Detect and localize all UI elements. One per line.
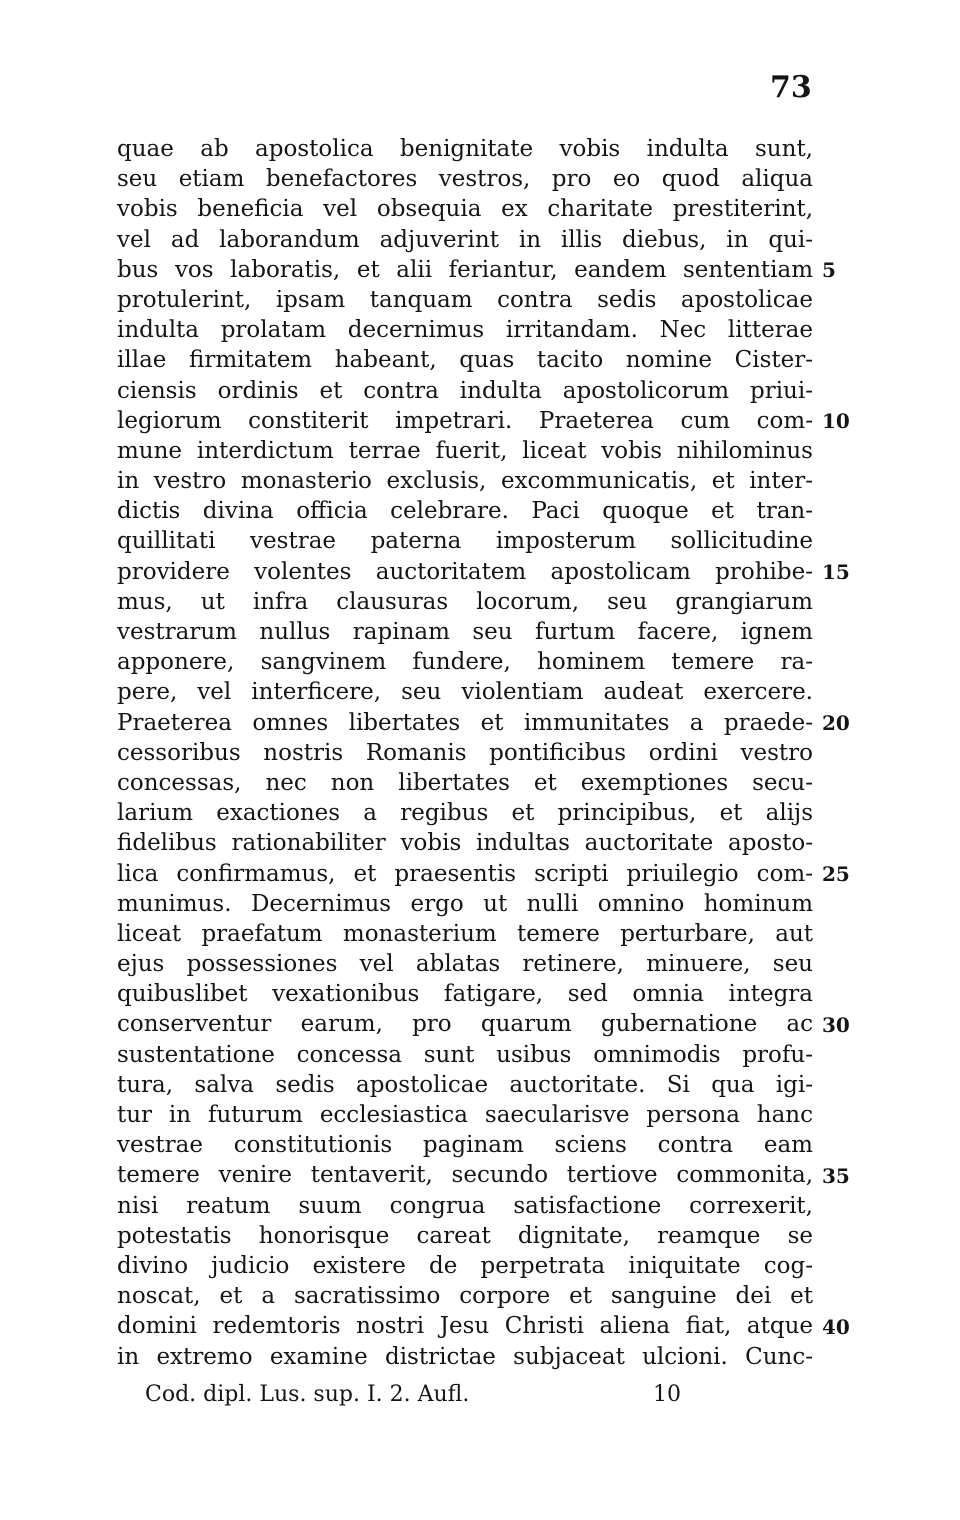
text-line: quibuslibet vexationibus fatigare, sed omnia integra [117, 981, 813, 1008]
page-number: 73 [770, 70, 812, 105]
text-line: domini redemtoris nostri Jesu Christi aliena fiat, atque [117, 1313, 813, 1340]
main-text [117, 134, 813, 1372]
text-line: liceat praefatum monasterium temere perturbare, aut [117, 920, 813, 947]
margin-line-number: 15 [822, 559, 850, 584]
text-line: illae firmitatem habeant, quas tacito nomine Cister- [117, 347, 813, 374]
text-line: nisi reatum suum congrua satisfactione correxerit, [117, 1192, 813, 1219]
text-line: dictis divina officia celebrare. Paci quoque et tran- [117, 498, 813, 525]
text-line: temere venire tentaverit, secundo tertiove commonita, [117, 1162, 813, 1189]
text-line: ciensis ordinis et contra indulta apostolicorum priui- [117, 377, 813, 404]
margin-line-number: 30 [822, 1012, 850, 1037]
text-line: vel ad laborandum adjuverint in illis diebus, in qui- [117, 226, 813, 253]
text-line: quae ab apostolica benignitate vobis indulta sunt, [117, 136, 813, 162]
margin-line-number: 35 [822, 1163, 850, 1188]
text-line: mus, ut infra clausuras locorum, seu grangiarum [117, 588, 813, 615]
text-line: pere, vel interficere, seu violentiam audeat exercere. [117, 679, 813, 706]
text-line: larium exactiones a regibus et principibus, et alijs [117, 800, 813, 827]
text-line: vobis beneficia vel obsequia ex charitate prestiterint, [117, 196, 813, 223]
text-line: tura, salva sedis apostolicae auctoritate. Si qua igi- [117, 1071, 813, 1098]
text-line: divino judicio existere de perpetrata iniquitate cog- [117, 1252, 813, 1279]
text-line: noscat, et a sacratissimo corpore et sanguine dei et [117, 1283, 813, 1310]
text-line: bus vos laboratis, et alii feriantur, eandem sententiam [117, 256, 813, 283]
text-line: Praeterea omnes libertates et immunitates a praede- [117, 709, 813, 736]
text-line: sustentatione concessa sunt usibus omnimodis profu- [117, 1041, 813, 1068]
footer [145, 1382, 705, 1412]
margin-line-number: 20 [822, 710, 850, 735]
footer-sheet-number: 10 [653, 1382, 681, 1407]
text-line: mune interdictum terrae fuerit, liceat vobis nihilominus [117, 437, 813, 464]
text-line: vestrae constitutionis paginam sciens contra eam [117, 1132, 813, 1159]
text-line: conserventur earum, pro quarum gubernatione ac [117, 1011, 813, 1038]
footer-signature: Cod. dipl. Lus. sup. I. 2. Aufl. [145, 1382, 470, 1407]
margin-line-number: 40 [822, 1314, 850, 1339]
text-line: in vestro monasterio exclusis, excommunicatis, et inter- [117, 468, 813, 495]
text-line: munimus. Decernimus ergo ut nulli omnino hominum [117, 890, 813, 917]
margin-line-number: 10 [822, 408, 850, 433]
text-line: legiorum constiterit impetrari. Praeterea cum com- [117, 407, 813, 434]
text-line: seu etiam benefactores vestros, pro eo quod aliqua [117, 166, 813, 193]
text-line: indulta prolatam decernimus irritandam. Nec litterae [117, 317, 813, 344]
margin-line-number: 25 [822, 861, 850, 886]
text-line: lica confirmamus, et praesentis scripti priuilegio com- [117, 860, 813, 887]
text-line: cessoribus nostris Romanis pontificibus ordini vestro [117, 739, 813, 766]
text-line: ejus possessiones vel ablatas retinere, minuere, seu [117, 951, 813, 978]
text-line: concessas, nec non libertates et exemptiones secu- [117, 769, 813, 796]
text-line: tur in futurum ecclesiastica saecularisve persona hanc [117, 1102, 813, 1128]
text-line: fidelibus rationabiliter vobis indultas auctoritate aposto- [117, 830, 813, 857]
text-line: protulerint, ipsam tanquam contra sedis apostolicae [117, 286, 813, 313]
text-line: quillitati vestrae paterna imposterum sollicitudine [117, 528, 813, 555]
text-line: in extremo examine districtae subjaceat ulcioni. Cunc- [117, 1343, 813, 1370]
text-line: apponere, sangvinem fundere, hominem temere ra- [117, 649, 813, 676]
text-line: vestrarum nullus rapinam seu furtum facere, ignem [117, 619, 813, 645]
text-line: potestatis honorisque careat dignitate, reamque se [117, 1222, 813, 1249]
margin-line-number: 5 [822, 257, 836, 282]
text-line: providere volentes auctoritatem apostolicam prohibe- [117, 558, 813, 585]
